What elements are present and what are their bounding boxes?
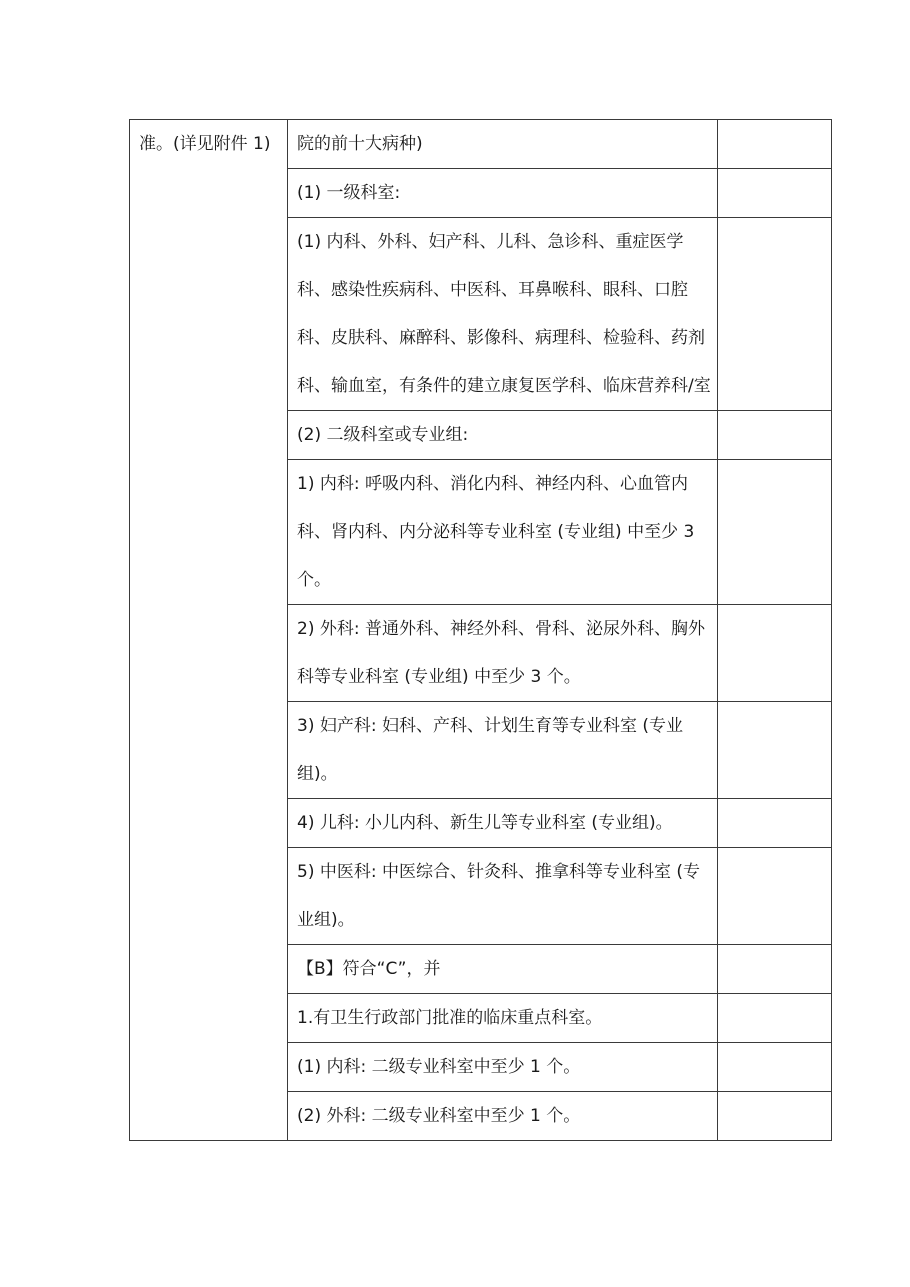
empty-cell (718, 605, 832, 702)
content-cell (288, 1092, 718, 1141)
content-cell (288, 411, 718, 460)
content-cell (288, 218, 718, 411)
content-cell (288, 848, 718, 945)
content-text: (2) 二级科室或专业组: (297, 425, 469, 445)
empty-cell (718, 799, 832, 848)
empty-cell (718, 169, 832, 218)
content-text: 3) 妇产科: 妇科、产科、计划生育等专业科室 (专业组)。 (297, 716, 684, 784)
left-column-text: 准。(详见附件 1) (139, 134, 271, 154)
empty-cell (718, 994, 832, 1043)
content-cell (288, 169, 718, 218)
content-text: 【B】符合“C”，并 (297, 959, 441, 979)
content-cell (288, 799, 718, 848)
content-text: (1) 内科: 二级专业科室中至少 1 个。 (297, 1057, 581, 1077)
standards-table (129, 119, 832, 1141)
empty-cell (718, 848, 832, 945)
content-cell (288, 120, 718, 169)
content-cell (288, 1043, 718, 1092)
empty-cell (718, 411, 832, 460)
content-cell (288, 945, 718, 994)
content-text: 2) 外科: 普通外科、神经外科、骨科、泌尿外科、胸外科等专业科室 (专业组) 中至少 3 个。 (297, 619, 705, 687)
empty-cell (718, 702, 832, 799)
content-text: 院的前十大病种) (297, 134, 423, 154)
left-column-cell (130, 120, 288, 1141)
content-cell (288, 702, 718, 799)
content-text: 5) 中医科: 中医综合、针灸科、推拿科等专业科室 (专业组)。 (297, 862, 701, 930)
content-text: 1.有卫生行政部门批准的临床重点科室。 (297, 1008, 603, 1028)
empty-cell (718, 120, 832, 169)
empty-cell (718, 218, 832, 411)
empty-cell (718, 1092, 832, 1141)
content-text: (1) 一级科室: (297, 183, 401, 203)
content-text: (1) 内科、外科、妇产科、儿科、急诊科、重症医学科、感染性疾病科、中医科、耳鼻喉科、眼科、口腔科、皮肤科、麻醉科、影像科、病理科、检验科、药剂科、输血室，有条件的建立康复医学科、临床营养科/室 (297, 232, 711, 396)
content-cell (288, 994, 718, 1043)
content-cell (288, 605, 718, 702)
content-text: (2) 外科: 二级专业科室中至少 1 个。 (297, 1106, 581, 1126)
content-text: 1) 内科: 呼吸内科、消化内科、神经内科、心血管内科、肾内科、内分泌科等专业科室 (专业组) 中至少 3 个。 (297, 474, 695, 590)
content-cell (288, 460, 718, 605)
empty-cell (718, 945, 832, 994)
empty-cell (718, 1043, 832, 1092)
empty-cell (718, 460, 832, 605)
table-row (130, 120, 832, 169)
content-text: 4) 儿科: 小儿内科、新生儿等专业科室 (专业组)。 (297, 813, 673, 833)
